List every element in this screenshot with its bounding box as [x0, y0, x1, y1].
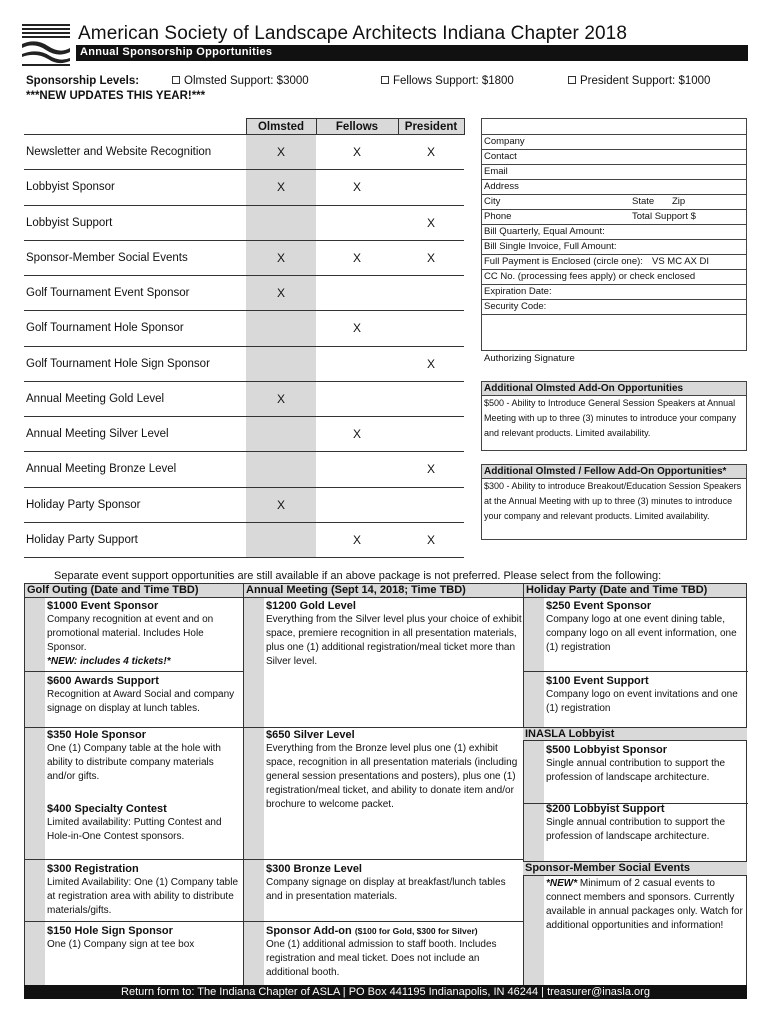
city-label: City — [484, 196, 501, 207]
annual-bronze-option[interactable] — [266, 862, 523, 904]
full-payment-label: Full Payment is Enclosed (circle one): — [484, 256, 643, 267]
option-title-note: ($100 for Gold, $300 for Silver) — [354, 926, 478, 936]
benefit-label: Holiday Party Sponsor — [24, 487, 246, 522]
olmsted-mark: X — [246, 170, 316, 205]
page-subtitle: Annual Sponsorship Opportunities — [80, 46, 273, 58]
option-description: Limited Availability: One (1) Company table at registration area with ability to distribute materials/gifts. — [47, 877, 239, 916]
card-type-options[interactable]: VS MC AX DI — [652, 256, 710, 267]
benefit-label: Golf Tournament Hole Sponsor — [24, 311, 246, 346]
golf-outing-column — [24, 598, 244, 985]
option-description: Company logo at one event dining table, company logo on all event information, one (1) registration — [546, 614, 737, 653]
benefit-label: Holiday Party Support — [24, 522, 246, 557]
bill-quarterly-label: Bill Quarterly, Equal Amount: — [484, 226, 605, 237]
fellows-mark — [316, 205, 398, 240]
olmsted-addon-box — [481, 381, 747, 451]
col-header-olmsted: Olmsted — [246, 119, 316, 135]
holiday-event-sponsor-option[interactable] — [546, 599, 748, 655]
golf-divider — [25, 859, 245, 860]
fellows-mark — [316, 346, 398, 381]
fellows-mark: X — [316, 311, 398, 346]
annual-meeting-column — [243, 598, 524, 985]
signature-field[interactable] — [482, 352, 746, 366]
president-mark — [398, 311, 464, 346]
benefit-row — [24, 240, 464, 275]
option-description: One (1) Company table at the hole with ability to distribute company materials and/or gifts. — [47, 743, 221, 782]
golf-event-sponsor-option[interactable] — [47, 599, 243, 669]
annual-divider — [244, 921, 525, 922]
olmsted-mark: X — [246, 487, 316, 522]
bill-single-label: Bill Single Invoice, Full Amount: — [484, 241, 617, 252]
benefit-row — [24, 417, 464, 452]
benefit-label: Annual Meeting Bronze Level — [24, 452, 246, 487]
annual-gold-option[interactable] — [266, 599, 523, 669]
phone-label: Phone — [484, 211, 512, 222]
expiration-label: Expiration Date: — [484, 286, 552, 297]
option-description: Everything from the Silver level plus your choice of exhibit space, premiere recognition in all presentation materials, plus one (1) additional registration/meal ticket more than Silver level. — [266, 614, 522, 667]
social-events-header: Sponsor-Member Social Events — [523, 861, 747, 876]
state-label: State — [632, 196, 655, 207]
benefit-row — [24, 311, 464, 346]
holiday-party-column — [523, 598, 747, 985]
benefit-row — [24, 381, 464, 416]
president-level-label: President Support: $1000 — [580, 75, 711, 87]
option-title: $150 Hole Sign Sponsor — [47, 925, 173, 937]
president-mark — [398, 417, 464, 452]
address-field[interactable] — [482, 180, 746, 195]
option-title: $350 Hole Sponsor — [47, 729, 147, 741]
separate-events-note: Separate event support opportunities are still available if an above package is not preferred. Please select from the following: — [54, 570, 662, 582]
golf-divider — [25, 921, 245, 922]
cc-number-label: CC No. (processing fees apply) or check enclosed — [484, 271, 696, 282]
olmsted-checkbox[interactable] — [172, 76, 180, 84]
option-description: Limited availability: Putting Contest and Hole-in-One Contest sponsors. — [47, 817, 222, 842]
president-mark — [398, 487, 464, 522]
president-mark: X — [398, 346, 464, 381]
zip-label: Zip — [672, 196, 686, 207]
security-code-field[interactable] — [482, 300, 746, 315]
col-header-president: President — [398, 119, 464, 135]
signature-space[interactable] — [482, 315, 746, 352]
option-description: Recognition at Award Social and company signage on display at lunch tables. — [47, 689, 235, 714]
expiration-field[interactable] — [482, 285, 746, 300]
company-label: Company — [484, 136, 525, 147]
contact-form — [481, 134, 747, 364]
option-description: Single annual contribution to support the profession of landscape architecture. — [546, 758, 726, 783]
option-description: Company recognition at event and on promotional material. Includes Hole Sponsor. — [47, 614, 214, 653]
option-title: $650 Silver Level — [266, 729, 355, 741]
olmsted-level-label: Olmsted Support: $3000 — [184, 75, 309, 87]
olmsted-mark — [246, 346, 316, 381]
city-state-zip-field[interactable] — [482, 195, 746, 210]
signature-label: Authorizing Signature — [484, 353, 575, 364]
fellows-level-label: Fellows Support: $1800 — [393, 75, 514, 87]
president-mark — [398, 381, 464, 416]
page-title: American Society of Landscape Architects Indiana Chapter 2018 — [78, 23, 627, 44]
option-description: Single annual contribution to support the profession of landscape architecture. — [546, 817, 726, 842]
option-description: Minimum of 2 casual events to connect members and sponsors. Currently available in annual packages only. Watch for additional opportunities and information! — [546, 878, 743, 931]
total-support-label: Total Support $ — [632, 211, 696, 222]
olmsted-level-option[interactable] — [172, 75, 309, 87]
president-mark: X — [398, 205, 464, 240]
president-checkbox[interactable] — [568, 76, 576, 84]
golf-outing-header: Golf Outing (Date and Time TBD) — [24, 583, 244, 598]
option-description: One (1) Company sign at tee box — [47, 939, 195, 950]
contact-field[interactable] — [482, 150, 746, 165]
benefits-table — [24, 118, 465, 558]
golf-checkbox-gutter — [25, 598, 45, 985]
golf-registration-option[interactable] — [47, 862, 243, 918]
contact-label: Contact — [484, 151, 517, 162]
inasla-lobbyist-header: INASLA Lobbyist — [523, 727, 747, 741]
president-level-option[interactable] — [568, 75, 710, 87]
bill-single-field[interactable] — [482, 240, 746, 255]
fellows-mark — [316, 381, 398, 416]
benefit-row — [24, 346, 464, 381]
social-events-option[interactable] — [546, 877, 748, 933]
benefit-label: Lobbyist Support — [24, 205, 246, 240]
annual-divider — [244, 859, 525, 860]
col-header-fellows: Fellows — [316, 119, 398, 135]
fellows-mark: X — [316, 240, 398, 275]
email-label: Email — [484, 166, 508, 177]
option-note: *NEW: includes 4 tickets!* — [47, 656, 171, 667]
fellows-mark — [316, 487, 398, 522]
option-title: $400 Specialty Contest — [47, 803, 167, 815]
fellow-addon-box — [481, 464, 747, 540]
option-title: $200 Lobbyist Support — [546, 803, 665, 815]
benefit-row — [24, 135, 464, 170]
holiday-party-header: Holiday Party (Date and Time TBD) — [523, 583, 747, 598]
benefit-row — [24, 276, 464, 311]
fellows-checkbox[interactable] — [381, 76, 389, 84]
social-new-badge: *NEW* — [546, 878, 578, 889]
benefit-label: Annual Meeting Silver Level — [24, 417, 246, 452]
option-description: Company logo on event invitations and one (1) registration — [546, 689, 738, 714]
benefit-label: Newsletter and Website Recognition — [24, 135, 246, 170]
olmsted-mark: X — [246, 135, 316, 170]
benefit-label: Golf Tournament Event Sponsor — [24, 276, 246, 311]
option-title: $300 Registration — [47, 863, 139, 875]
holiday-divider — [524, 671, 748, 672]
olmsted-mark — [246, 417, 316, 452]
option-title: $250 Event Sponsor — [546, 600, 652, 612]
option-description: One (1) additional admission to staff booth. Includes registration and meal ticket. Does not include an additional booth. — [266, 939, 497, 978]
president-mark: X — [398, 452, 464, 487]
lobbyist-sponsor-option[interactable] — [546, 743, 748, 785]
olmsted-mark — [246, 452, 316, 487]
option-title: $600 Awards Support — [47, 675, 159, 687]
option-title: $100 Event Support — [546, 675, 649, 687]
olmsted-mark: X — [246, 381, 316, 416]
benefits-header-blank — [24, 119, 246, 135]
option-title: $300 Bronze Level — [266, 863, 362, 875]
benefit-label: Golf Tournament Hole Sign Sponsor — [24, 346, 246, 381]
fellows-mark — [316, 276, 398, 311]
option-title: Sponsor Add-on — [266, 925, 352, 937]
holiday-checkbox-gutter — [524, 598, 544, 985]
benefit-label: Lobbyist Sponsor — [24, 170, 246, 205]
president-mark: X — [398, 522, 464, 557]
benefit-row — [24, 170, 464, 205]
fellows-mark: X — [316, 522, 398, 557]
phone-total-field[interactable] — [482, 210, 746, 225]
holiday-event-support-option[interactable] — [546, 674, 748, 716]
fellows-mark: X — [316, 135, 398, 170]
asla-logo-icon — [22, 24, 70, 68]
olmsted-mark — [246, 522, 316, 557]
fellow-addon-body: $300 - Ability to introduce Breakout/Education Session Speakers at the Annual Meeting with up to three (3) minutes to introduce your company and relevant products. Limited availability. — [484, 481, 742, 521]
full-payment-field[interactable] — [482, 255, 746, 270]
new-updates-note: ***NEW UPDATES THIS YEAR!*** — [26, 90, 206, 102]
benefit-row — [24, 487, 464, 522]
bill-quarterly-field[interactable] — [482, 225, 746, 240]
option-title: $500 Lobbyist Sponsor — [546, 744, 668, 756]
company-field[interactable] — [482, 135, 746, 150]
annual-checkbox-gutter — [244, 598, 264, 985]
president-mark — [398, 276, 464, 311]
benefits-header-row — [24, 119, 464, 135]
sponsorship-levels-label: Sponsorship Levels: — [26, 75, 140, 87]
president-mark: X — [398, 240, 464, 275]
benefit-row — [24, 452, 464, 487]
olmsted-mark — [246, 205, 316, 240]
golf-awards-support-option[interactable] — [47, 674, 243, 729]
president-mark — [398, 170, 464, 205]
golf-divider — [25, 671, 245, 672]
golf-hole-sign-option[interactable] — [47, 924, 243, 952]
benefit-label: Sponsor-Member Social Events — [24, 240, 246, 275]
golf-hole-sponsor-option[interactable] — [47, 728, 243, 784]
option-title: $1000 Event Sponsor — [47, 600, 159, 612]
benefit-label: Annual Meeting Gold Level — [24, 381, 246, 416]
form-box-top — [481, 118, 747, 134]
olmsted-mark: X — [246, 240, 316, 275]
fellows-level-option[interactable] — [381, 75, 514, 87]
fellows-mark — [316, 452, 398, 487]
benefit-row — [24, 205, 464, 240]
lobbyist-support-option[interactable] — [546, 802, 748, 844]
fellows-mark: X — [316, 417, 398, 452]
security-code-label: Security Code: — [484, 301, 547, 312]
olmsted-mark: X — [246, 276, 316, 311]
annual-silver-option[interactable] — [266, 728, 523, 812]
option-description: Everything from the Bronze level plus one (1) exhibit space, recognition in all presentation materials (including general session presentations and posters), plus one (1) registration/meal ticket, and ability to donate item and/or brochure to welcome packet. — [266, 743, 518, 810]
address-label: Address — [484, 181, 519, 192]
benefit-row — [24, 522, 464, 557]
olmsted-mark — [246, 311, 316, 346]
fellows-mark: X — [316, 170, 398, 205]
option-description: Company signage on display at breakfast/lunch tables and in presentation materials. — [266, 877, 506, 902]
annual-meeting-header: Annual Meeting (Sept 14, 2018; Time TBD) — [243, 583, 524, 598]
fellow-addon-title: Additional Olmsted / Fellow Add-On Opportunities* — [482, 465, 746, 479]
golf-specialty-contest-option[interactable] — [47, 802, 243, 844]
olmsted-addon-body: $500 - Ability to Introduce General Session Speakers at Annual Meeting with up to three (3) minutes to introduce your company and relevant products. Limited availability. — [484, 398, 737, 438]
option-title: $1200 Gold Level — [266, 600, 356, 612]
email-field[interactable] — [482, 165, 746, 180]
cc-number-field[interactable] — [482, 270, 746, 285]
olmsted-addon-title: Additional Olmsted Add-On Opportunities — [482, 382, 746, 396]
annual-addon-option[interactable] — [266, 924, 523, 980]
footer-return-info: Return form to: The Indiana Chapter of ASLA | PO Box 441195 Indianapolis, IN 46244 | treasurer@inasla.org — [24, 985, 747, 999]
president-mark: X — [398, 135, 464, 170]
